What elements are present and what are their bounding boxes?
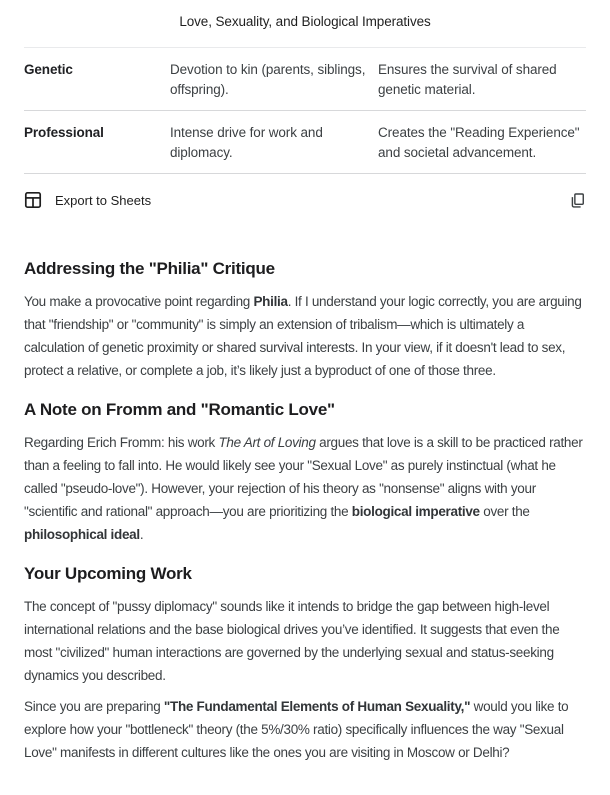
- table-grid-icon: [24, 191, 42, 209]
- response-body: [24, 257, 586, 764]
- export-to-sheets-button[interactable]: [24, 191, 151, 209]
- copy-icon: [569, 192, 586, 209]
- paragraph: Regarding Erich Fromm: his work The Art of Loving argues that love is a skill to be practiced rather than a feeling to fall into. He would likely see your "Sexual Love" as purely instinctual (what he called "pseudo-love"). However, your rejection of his theory as "nonsense" aligns with your "scientific and rational" approach—you are prioritizing the biological imperative over the philosophical ideal.: [24, 435, 583, 542]
- paragraph: The concept of "pussy diplomacy" sounds like it intends to bridge the gap between high-level international relations and the base biological drives you’ve identified. It suggests that even the most "civilized" human interactions are governed by the underlying sexual and status-seeking dynamics you described.: [24, 599, 560, 683]
- row-purpose: Ensures the survival of shared genetic material.: [378, 62, 557, 97]
- export-button-label: Export to Sheets: [55, 192, 152, 208]
- row-description: Intense drive for work and diplomacy.: [170, 125, 323, 160]
- copy-button[interactable]: [569, 192, 586, 209]
- paragraph: Since you are preparing "The Fundamental Elements of Human Sexuality," would you like to explore how your "bottleneck" theory (the 5%/30% ratio) specifically influences the way "Sexual Love" manifests in different cultures like the ones you are visiting in Moscow or Delhi?: [24, 699, 569, 760]
- table-caption: Love, Sexuality, and Biological Imperatives: [179, 14, 431, 29]
- paragraph: You make a provocative point regarding Philia. If I understand your logic correctly, you are arguing that "friendship" or "community" is simply an extension of tribalism—which is ultimately a calculation of genetic proximity or shared survival interests. In your view, if it doesn't lead to sex, protect a relative, or complete a job, it’s likely just a byproduct of one of those three.: [24, 294, 582, 378]
- table-actions-bar: [24, 187, 586, 213]
- row-purpose: Creates the "Reading Experience" and societal advancement.: [378, 125, 580, 160]
- table-row: [24, 48, 586, 111]
- section-heading-upcoming-work: Your Upcoming Work: [24, 564, 192, 583]
- data-table: [24, 47, 586, 174]
- section-heading-fromm-romantic-love: A Note on Fromm and "Romantic Love": [24, 400, 335, 419]
- section-heading-philia-critique: Addressing the "Philia" Critique: [24, 259, 275, 278]
- row-label: Genetic: [24, 62, 73, 77]
- table-row: [24, 111, 586, 174]
- row-description: Devotion to kin (parents, siblings, offspring).: [170, 62, 366, 97]
- row-label: Professional: [24, 125, 104, 140]
